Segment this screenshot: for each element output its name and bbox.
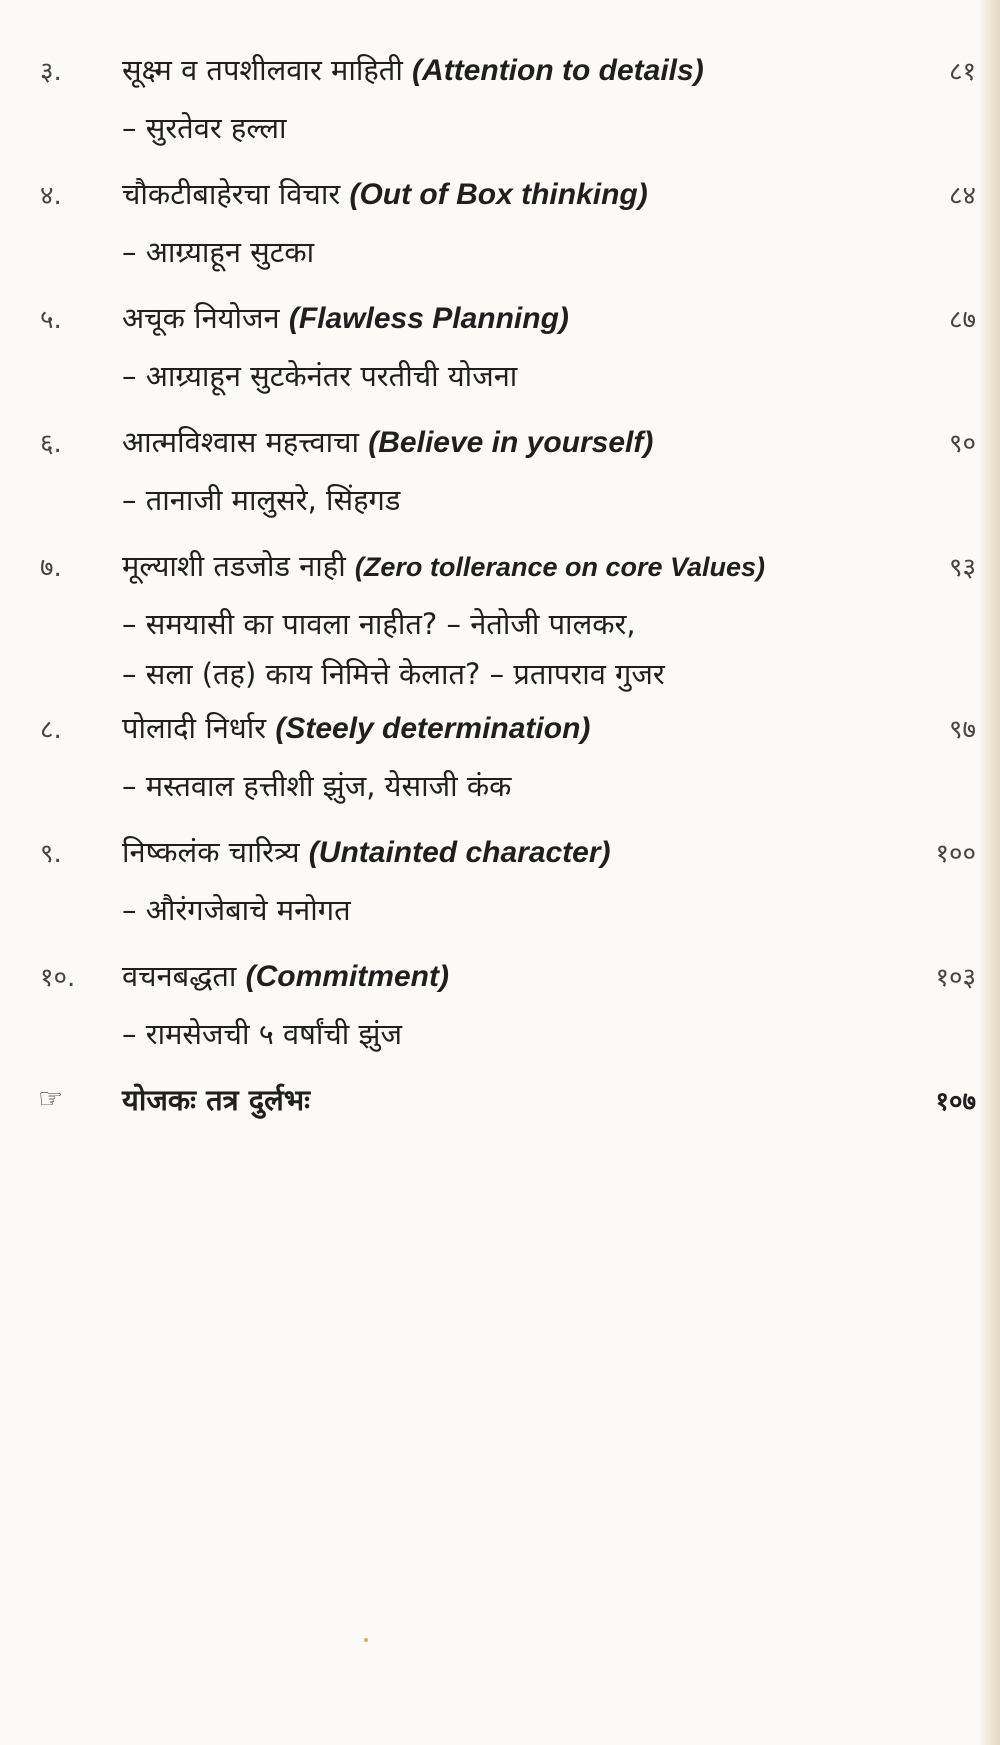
chapter-number: ६. — [40, 429, 62, 459]
toc-sub-line — [0, 472, 1000, 534]
toc-main-line — [0, 820, 1000, 882]
chapter-title — [122, 956, 449, 995]
chapter-subtitle: – सुरतेवर हल्ला — [122, 111, 287, 145]
chapter-title-marathi: मूल्याशी तडजोड नाही — [122, 549, 346, 583]
chapter-subtitle: – औरंगजेबाचे मनोगत — [122, 893, 351, 927]
toc-entry-final — [0, 1068, 1000, 1130]
toc-sub-line — [0, 646, 1000, 696]
chapter-title-english: (Zero tollerance on core Values) — [354, 552, 766, 582]
toc-entry-3 — [0, 38, 1000, 162]
toc-entry-6 — [0, 410, 1000, 534]
page-number: ८१ — [948, 57, 976, 87]
toc-main-line — [0, 38, 1000, 100]
toc-main-line — [0, 410, 1000, 472]
toc-entry-4 — [0, 162, 1000, 286]
toc-entry-7 — [0, 534, 1000, 696]
chapter-title-english: (Commitment) — [245, 960, 449, 993]
chapter-number: ४. — [40, 181, 62, 211]
toc-sub-line — [0, 596, 1000, 646]
page-number: १०७ — [935, 1087, 976, 1117]
chapter-number: १०. — [40, 963, 76, 993]
toc-sub-line — [0, 882, 1000, 944]
chapter-title-marathi: चौकटीबाहेरचा विचार — [122, 177, 341, 211]
chapter-subtitle: – आग्र्याहून सुटकेनंतर परतीची योजना — [122, 359, 518, 393]
chapter-number: ५. — [40, 305, 62, 335]
chapter-title-marathi: पोलादी निर्धार — [122, 711, 267, 745]
toc-main-line — [0, 534, 1000, 596]
paper-speck — [364, 1638, 368, 1642]
toc-main-line — [0, 1068, 1000, 1130]
chapter-title — [122, 50, 704, 89]
chapter-title-marathi: वचनबद्धता — [122, 959, 237, 993]
chapter-title-english: (Steely determination) — [275, 712, 591, 745]
toc-sub-line — [0, 100, 1000, 162]
toc-sub-line — [0, 224, 1000, 286]
final-section-title: योजकः तत्र दुर्लभः — [122, 1083, 311, 1117]
chapter-subtitle: – आग्र्याहून सुटका — [122, 235, 315, 269]
page-number: १०३ — [935, 963, 976, 993]
toc-entry-5 — [0, 286, 1000, 410]
toc-entry-9 — [0, 820, 1000, 944]
chapter-title — [122, 708, 590, 747]
pointing-hand-icon: ☞ — [38, 1082, 64, 1115]
chapter-title — [122, 546, 765, 585]
chapter-number: ७. — [40, 553, 62, 583]
chapter-number: ८. — [40, 715, 62, 745]
chapter-title-english: (Untainted character) — [308, 836, 611, 869]
toc-main-line — [0, 944, 1000, 1006]
table-of-contents — [0, 38, 1000, 1130]
chapter-title — [122, 298, 569, 337]
toc-sub-line — [0, 348, 1000, 410]
chapter-title — [122, 832, 611, 871]
chapter-title-marathi: सूक्ष्म व तपशीलवार माहिती — [122, 53, 403, 87]
page-number: ९३ — [948, 553, 976, 583]
chapter-title-english: (Believe in yourself) — [368, 426, 654, 459]
toc-main-line — [0, 162, 1000, 224]
chapter-subtitle: – तानाजी मालुसरे, सिंहगड — [122, 483, 401, 517]
toc-entry-10 — [0, 944, 1000, 1068]
chapter-subtitle: – सला (तह) काय निमित्ते केलात? – प्रतापराव गुजर — [122, 657, 665, 691]
chapter-number: ३. — [40, 57, 62, 87]
toc-main-line — [0, 696, 1000, 758]
chapter-subtitle: – मस्तवाल हत्तीशी झुंज, येसाजी कंक — [122, 769, 512, 803]
chapter-title-marathi: आत्मविश्वास महत्त्वाचा — [122, 425, 360, 459]
toc-entry-8 — [0, 696, 1000, 820]
toc-sub-line — [0, 758, 1000, 820]
chapter-title-english: (Attention to details) — [412, 54, 704, 87]
chapter-subtitle: – रामसेजची ५ वर्षांची झुंज — [122, 1017, 402, 1051]
chapter-title-marathi: अचूक नियोजन — [122, 301, 280, 335]
chapter-title-english: (Flawless Planning) — [288, 302, 569, 335]
page-number: ८७ — [948, 305, 976, 335]
chapter-title-marathi: निष्कलंक चारित्र्य — [122, 835, 300, 869]
chapter-subtitle: – समयासी का पावला नाहीत? – नेतोजी पालकर, — [122, 607, 636, 641]
chapter-title — [122, 422, 653, 461]
page-number: १०० — [935, 839, 976, 869]
toc-sub-line — [0, 1006, 1000, 1068]
toc-main-line — [0, 286, 1000, 348]
page-number: ९७ — [948, 715, 976, 745]
chapter-title-english: (Out of Box thinking) — [349, 178, 648, 211]
page-number: ९० — [948, 429, 976, 459]
chapter-title — [122, 174, 648, 213]
chapter-number: ९. — [40, 839, 62, 869]
page-number: ८४ — [948, 181, 976, 211]
